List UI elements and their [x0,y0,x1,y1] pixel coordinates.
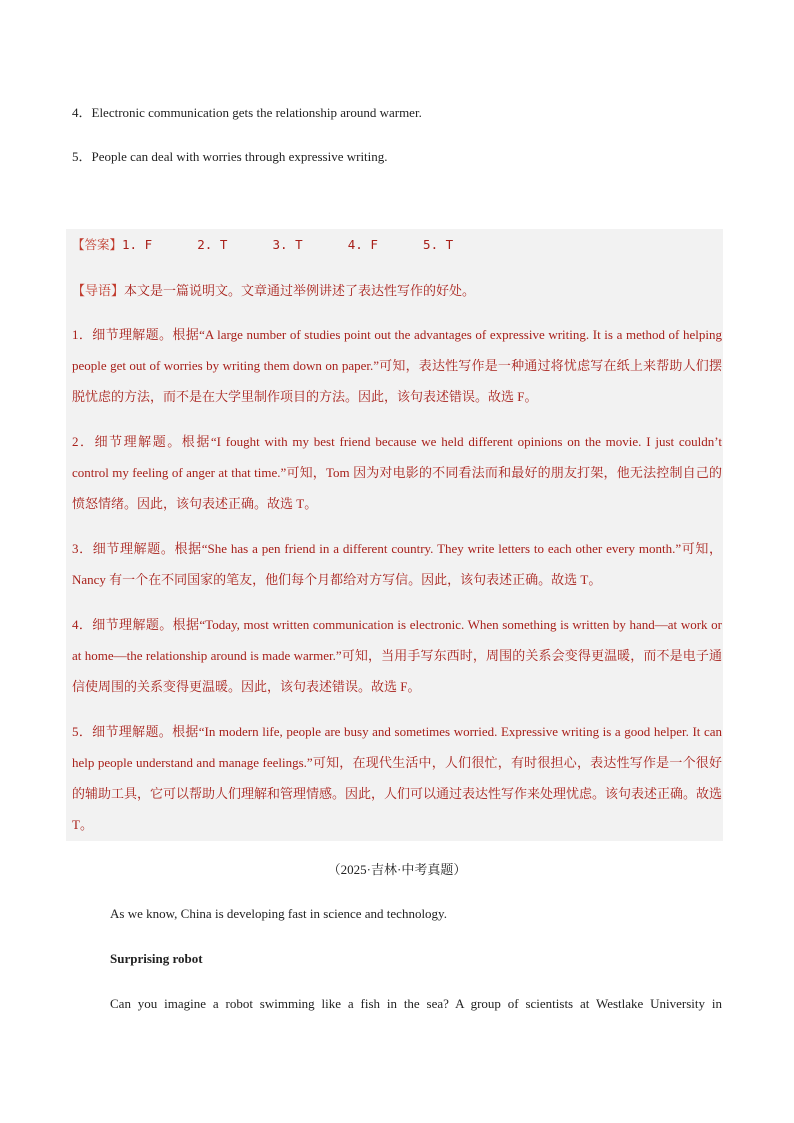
guide-text: 本文是一篇说明文。文章通过举例讲述了表达性写作的好处。 [124,283,476,298]
passage-first-line: Can you imagine a robot swimming like a fish in the sea? A group of scientists at Westlake University in [110,996,722,1011]
question-5: 5．People can deal with worries through expressive writing. [72,149,388,164]
answer-tag: 【答案】 [72,237,123,252]
guide-tag: 【导语】 [72,283,125,298]
question-4: 4．Electronic communication gets the relationship around warmer. [72,105,422,120]
passage-intro: As we know, China is developing fast in science and technology. [110,906,447,921]
passage-heading: Surprising robot [110,951,203,966]
explanation-1: 1．细节理解题。根据“A large number of studies point out the advantages of expressive writing. It is a method of helping people get out of worries by writing them down on paper.”可知，表达性写作是一种通过将忧虑写在纸上来帮助人们摆脱忧虑的方法，而不是在大学里制作项目的方法。因此，该句表述错误。故选 F。 [72,327,722,404]
answer-text: 1. F 2. T 3. T 4. F 5. T [122,237,454,252]
explanation-5: 5．细节理解题。根据“In modern life, people are busy and sometimes worried. Expressive writing is a good helper. It can help people understand and manage feelings.”可知，在现代生活中，人们很忙，有时很担心，表达性写作是一个很好的辅助工具，它可以帮助人们理解和管理情感。因此，人们可以通过表达性写作来处理忧虑。该句表述正确。故选 T。 [72,724,723,832]
answer-line [72,235,453,255]
guide-line [72,281,475,301]
explanation-4: 4．细节理解题。根据“Today, most written communication is electronic. When something is written by hand—at work or at home—the relationship around is made warmer.”可知，当用手写东西时，周围的关系会变得更温暖，而不是电子通信使周围的关系变得更温暖。因此，该句表述错误。故选 F。 [72,617,722,694]
explanation-3: 3．细节理解题。根据“She has a pen friend in a different country. They write letters to each other every month.”可知，Nancy 有一个在不同国家的笔友，他们每个月都给对方写信。因此，该句表述正确。故选 T。 [72,541,722,587]
source-label: （2025·吉林·中考真题） [327,862,467,877]
explanation-2: 2．细节理解题。根据“I fought with my best friend because we held different opinions on the movie. I just couldn’t control my feeling of anger at that time.”可知，Tom 因为对电影的不同看法而和最好的朋友打架，他无法控制自己的愤怒情绪。因此，该句表述正确。故选 T。 [72,434,722,511]
